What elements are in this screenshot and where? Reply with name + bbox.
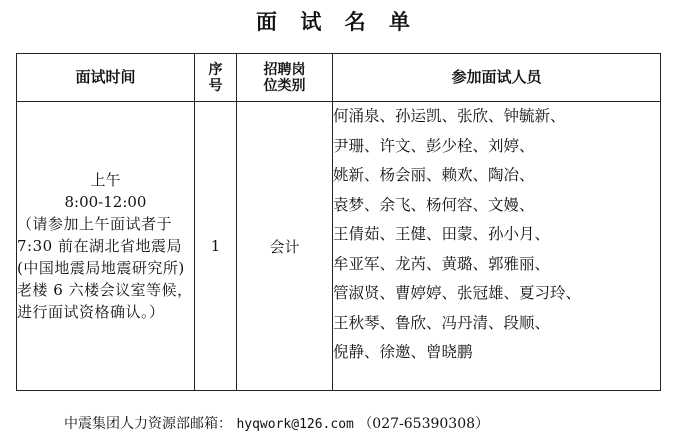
position-category-cell: 会计: [237, 102, 333, 391]
candidate-line: 王倩茹、王健、田蒙、孙小月、: [333, 225, 551, 243]
header-cat-line1: 招聘岗: [263, 61, 306, 78]
candidate-line: 王秋琴、鲁欣、冯丹清、段顺、: [333, 313, 551, 332]
page-title: 面 试 名 单: [256, 9, 418, 34]
header-interview-time: 面试时间: [17, 54, 195, 102]
contact-phone: （027-65390308）: [358, 416, 490, 432]
header-candidates: 参加面试人员: [333, 54, 661, 102]
candidate-line: 牟亚军、龙芮、黄璐、郭雅丽、: [333, 254, 551, 273]
candidate-line: 倪静、徐邀、曾晓鹏: [333, 343, 473, 361]
contact-email-link[interactable]: hyqwork@126.com: [236, 417, 354, 432]
candidates-cell: [333, 102, 661, 391]
header-seq-line2: 号: [208, 77, 223, 94]
header-position-category: [237, 54, 333, 102]
table-row: [17, 102, 661, 391]
candidate-line: 尹珊、许文、彭少栓、刘婷、: [333, 136, 535, 155]
interview-list-table: [16, 53, 661, 391]
time-period: 上午: [90, 171, 121, 189]
header-cat-line2: 位类别: [263, 77, 306, 94]
header-sequence-number: [195, 54, 237, 102]
candidate-line: 何涌泉、孙运凯、张欣、钟毓新、: [333, 107, 566, 125]
candidate-line: 姚新、杨会丽、赖欢、陶冶、: [333, 166, 535, 184]
interview-time-cell: [17, 102, 195, 391]
candidate-line: 袁梦、余飞、杨何容、文嫚、: [333, 195, 535, 214]
header-seq-line1: 序: [208, 61, 223, 78]
candidate-line: 管淑贤、曹婷婷、张冠雄、夏习玲、: [333, 284, 582, 302]
contact-label: 中震集团人力资源部邮箱：: [64, 416, 232, 432]
contact-footer: [64, 413, 489, 433]
sequence-number-cell: 1: [195, 102, 237, 391]
time-note: （请参加上午面试者于 7:30 前在湖北省地震局(中国地震局地震研究所)老楼 6 六楼会议室等候，进行面试资格确认。）: [17, 215, 193, 321]
time-range: 8:00-12:00: [64, 193, 147, 211]
table-header-row: [17, 54, 661, 102]
